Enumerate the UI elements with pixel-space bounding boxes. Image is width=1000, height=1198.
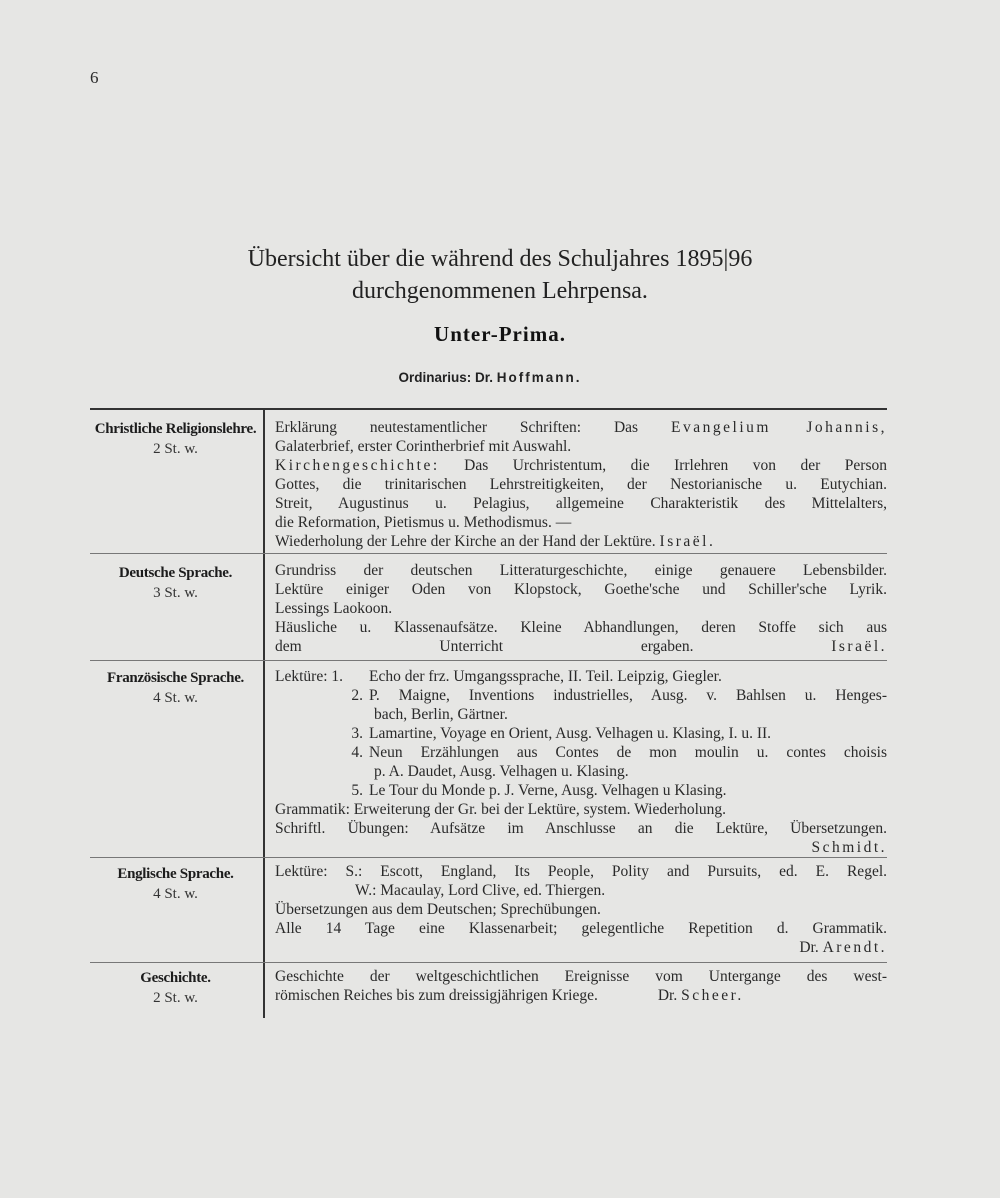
text-line: Lektüre einiger Oden von Klopstock, Goethe'sche und Schiller'sche Lyrik.	[275, 581, 887, 598]
ordinarius-name: Hoffmann.	[496, 370, 582, 385]
item-number: 2.	[351, 687, 363, 704]
ordinarius-title: Dr.	[475, 370, 494, 385]
text-line: Gottes, die trinitarischen Lehrstreitigkeiten, der Nestorianische u. Eutychian.	[275, 476, 887, 493]
teacher-name: Arendt.	[822, 939, 887, 956]
item-text: Lamartine, Voyage en Orient, Ausg. Velhagen u. Klasing, I. u. II.	[369, 725, 772, 742]
text-line: Übersetzungen aus dem Deutschen; Sprechübungen.	[275, 901, 601, 918]
text-line: Häusliche u. Klassenaufsätze. Kleine Abhandlungen, deren Stoffe sich aus	[275, 619, 887, 636]
text-line: Geschichte der weltgeschichtlichen Ereignisse vom Untergange des west-	[275, 968, 887, 985]
row-separator	[90, 857, 887, 858]
item-text: Le Tour du Monde p. J. Verne, Ausg. Velhagen u Klasing.	[369, 782, 727, 799]
content-franz	[275, 667, 887, 857]
text-line: Streit, Augustinus u. Pelagius, allgemeine Charakteristik des Mittelalters,	[275, 495, 887, 512]
ordinarius-line	[0, 370, 980, 385]
subject-name: Englische Sprache.	[117, 866, 234, 882]
text-line: Lessings Laokoon.	[275, 600, 393, 617]
text-line: W.: Macaulay, Lord Clive, ed. Thiergen.	[355, 882, 606, 899]
item-text: P. Maigne, Inventions industrielles, Ausg. v. Bahlsen u. Henges-	[369, 687, 887, 704]
text-line: Grammatik: Erweiterung der Gr. bei der Lektüre, system. Wiederholung.	[275, 801, 727, 818]
teacher-title: Dr.	[657, 987, 678, 1004]
text-line: Alle 14 Tage eine Klassenarbeit; gelegentliche Repetition d. Grammatik.	[275, 920, 887, 937]
teacher-name: Scheer.	[681, 987, 744, 1004]
item-number: 5.	[351, 782, 363, 799]
text-line: Grundriss der deutschen Litteraturgeschichte, einige genauere Lebensbilder.	[275, 562, 887, 579]
subject-deutsch	[88, 563, 263, 603]
item-continuation: bach, Berlin, Gärtner.	[374, 706, 508, 723]
teacher-name: Israël.	[831, 638, 888, 655]
item-number: 1.	[331, 668, 344, 685]
lektuere-label: Lektüre:	[275, 668, 328, 685]
teacher-title: Dr.	[799, 939, 819, 956]
list-item	[275, 667, 887, 686]
page-title	[0, 243, 1000, 307]
title-line-1: Übersicht über die während des Schuljahres 1895|96	[247, 246, 753, 272]
subject-franz	[88, 668, 263, 708]
text-line: Schriftl. Übungen: Aufsätze im Anschlusse an die Lektüre, Übersetzungen.	[275, 820, 888, 837]
list-item	[275, 743, 887, 762]
row-separator	[90, 962, 887, 963]
row-separator	[90, 553, 887, 554]
page-number: 6	[90, 68, 99, 87]
subject-hours: 2 St. w.	[153, 990, 198, 1006]
emphasis: Evangelium Johannis,	[671, 419, 888, 436]
subject-religion	[88, 419, 263, 459]
grammatik-label: Grammatik:	[275, 801, 350, 818]
list-item	[275, 781, 887, 800]
item-text: Echo der frz. Umgangssprache, II. Teil. Leipzig, Giegler.	[369, 668, 722, 685]
content-deutsch	[275, 561, 887, 656]
subject-hours: 2 St. w.	[153, 441, 198, 457]
schriftl-label: Schriftl. Übungen:	[275, 820, 409, 837]
content-geschichte	[275, 967, 887, 1005]
text-line: die Reformation, Pietismus u. Methodismus. —	[275, 514, 572, 531]
text-line: Lektüre: S.: Escott, England, Its People, Polity and Pursuits, ed. E. Regel.	[275, 863, 887, 880]
teacher-name: Israël.	[659, 533, 716, 550]
text-line: dem Unterricht ergaben. Israël.	[275, 638, 888, 655]
subject-name: Deutsche Sprache.	[118, 565, 233, 581]
subject-geschichte	[88, 968, 263, 1008]
table-column-divider	[263, 410, 265, 1018]
title-line-2: durchgenommenen Lehrpensa.	[352, 278, 648, 304]
item-text: Neun Erzählungen aus Contes de mon moulin u. contes choisis	[369, 744, 887, 761]
content-religion	[275, 418, 887, 551]
emphasis: Kirchengeschichte:	[275, 457, 440, 474]
section-heading: Unter-Prima.	[434, 322, 566, 346]
item-number: 3.	[351, 725, 363, 742]
text-line: Kirchengeschichte: Das Urchristentum, die Irrlehren von der Person	[275, 457, 887, 474]
subject-hours: 4 St. w.	[153, 690, 198, 706]
teacher-name: Schmidt.	[811, 839, 887, 856]
row-separator	[90, 660, 887, 661]
subject-name: Französische Sprache.	[106, 670, 245, 686]
subject-englisch	[88, 864, 263, 904]
item-continuation: p. A. Daudet, Ausg. Velhagen u. Klasing.	[374, 763, 629, 780]
table-top-rule	[90, 408, 887, 410]
text-line: Erklärung neutestamentlicher Schriften: Das Evangelium Johannis,	[275, 419, 888, 436]
subject-hours: 3 St. w.	[153, 585, 198, 601]
ordinarius-label: Ordinarius:	[398, 370, 472, 385]
text-line: Wiederholung der Lehre der Kirche an der Hand der Lektüre. Israël.	[275, 533, 716, 550]
item-number: 4.	[351, 744, 363, 761]
content-englisch	[275, 862, 887, 957]
list-item	[275, 686, 887, 705]
text-line: römischen Reiches bis zum dreissigjährigen Kriege. Dr. Scheer.	[275, 987, 744, 1004]
subject-name: Geschichte.	[140, 970, 211, 986]
teacher-line	[275, 938, 887, 957]
subject-name: Christliche Religionslehre.	[94, 421, 257, 437]
subject-hours: 4 St. w.	[153, 886, 198, 902]
text-line: Galaterbrief, erster Corintherbrief mit Auswahl.	[275, 438, 572, 455]
list-item	[275, 724, 887, 743]
